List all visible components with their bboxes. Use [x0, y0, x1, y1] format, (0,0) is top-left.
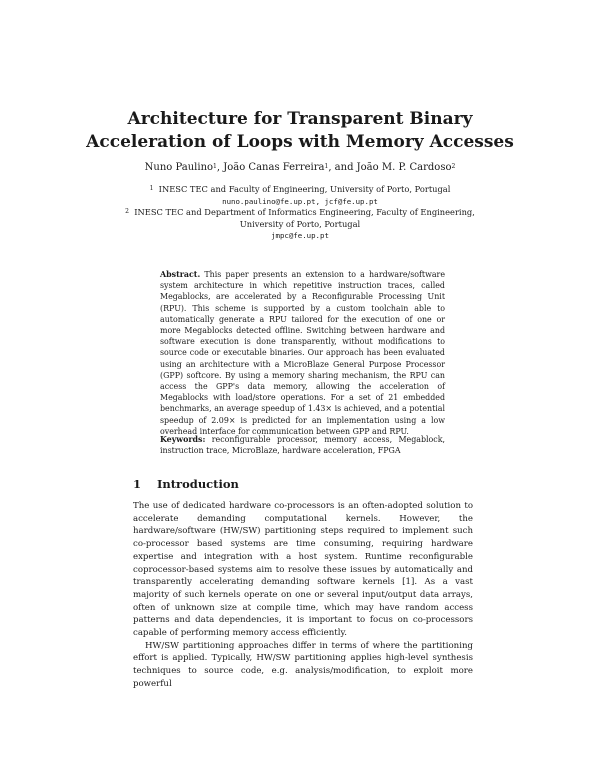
affiliations — [120, 184, 480, 242]
abstract — [160, 269, 445, 437]
author-separator: , — [216, 162, 224, 173]
affiliation-text: INESC TEC and Faculty of Engineering, University of Porto, Portugal — [158, 184, 451, 194]
section-title: Introduction — [157, 477, 239, 491]
author-name: João Canas Ferreira — [223, 162, 325, 173]
paragraph: HW/SW partitioning approaches differ in terms of where the partitioning effort is applied. Typically, HW/SW partitioning applies high-level synthesis techniques to source code, e.g. analysis/modification, to exploit more powerful — [133, 640, 473, 689]
affiliation-mark: 2 — [125, 208, 129, 215]
author-separator: , and — [328, 162, 357, 173]
paragraph: The use of dedicated hardware co-processors is an often-adopted solution to accelerate demanding computational kernels. However, the hardware/software (HW/SW) partitioning steps required to implement such co-processor based systems are time consuming, requiring hardware expertise and integration with a host system. Runtime reconfigurable coprocessor-based systems aim to resolve these issues by automatically and transparently accelerating demanding software kernels [1]. As a vast majority of such kernels operate on one or several input/output data arrays, often of unknown size at compile time, which may have random access patterns and data dependencies, it is important to focus on co-processors capable of performing memory access efficiently. — [133, 501, 473, 639]
keywords — [160, 434, 445, 456]
abstract-label: Abstract. — [160, 270, 201, 279]
keywords-text: reconfigurable processor, memory access, Megablock, instruction trace, MicroBlaze, hardware acceleration, FPGA — [160, 435, 445, 456]
author-list — [0, 161, 600, 175]
author-affiliation-mark: 2 — [451, 163, 456, 170]
affiliation-1 — [120, 184, 480, 196]
author-affiliation-mark: 1 — [324, 163, 329, 170]
affiliation-text-cont: University of Porto, Portugal — [239, 218, 361, 229]
affiliation-2 — [120, 207, 480, 219]
section-body — [133, 500, 473, 691]
title-line-1: Architecture for Transparent Binary — [127, 109, 473, 129]
title-line-2: Acceleration of Loops with Memory Accesses — [86, 132, 514, 152]
author-name: João M. P. Cardoso — [356, 162, 452, 173]
abstract-text: This paper presents an extension to a hardware/software system architecture in which repetitive instruction traces, called Megablocks, are accelerated by a Reconfigurable Processing Unit (RPU). This scheme is supported by a custom toolchain able to automatically generate a RPU tailored for the execution of one or more Megablocks detected offline. Switching between hardware and software execution is done transparently, without modifications to source code or executable binaries. Our approach has been evaluated using an architecture with a MicroBlaze General Purpose Processor (GPP) softcore. By using a memory sharing mechanism, the RPU can access the GPP's data memory, allowing the acceleration of Megablocks with load/store operations. For a set of 21 embedded benchmarks, an average speedup of 1.43× is achieved, and a potential speedup of 2.09× is predicted for an implementation using a low overhead interface for communication between GPP and RPU. — [160, 270, 445, 436]
section-heading — [133, 477, 473, 491]
paper-title — [0, 108, 600, 154]
affiliation-text: INESC TEC and Department of Informatics Engineering, Faculty of Engineering, — [134, 207, 475, 217]
author-name: Nuno Paulino — [144, 162, 214, 173]
affiliation-mark: 1 — [149, 185, 154, 192]
author-affiliation-mark: 1 — [213, 163, 217, 170]
affiliation-emails: jmpc@fe.up.pt — [271, 231, 329, 240]
section-number: 1 — [133, 477, 142, 491]
affiliation-emails: nuno.paulino@fe.up.pt, jcf@fe.up.pt — [222, 196, 378, 206]
keywords-label: Keywords: — [160, 435, 206, 444]
